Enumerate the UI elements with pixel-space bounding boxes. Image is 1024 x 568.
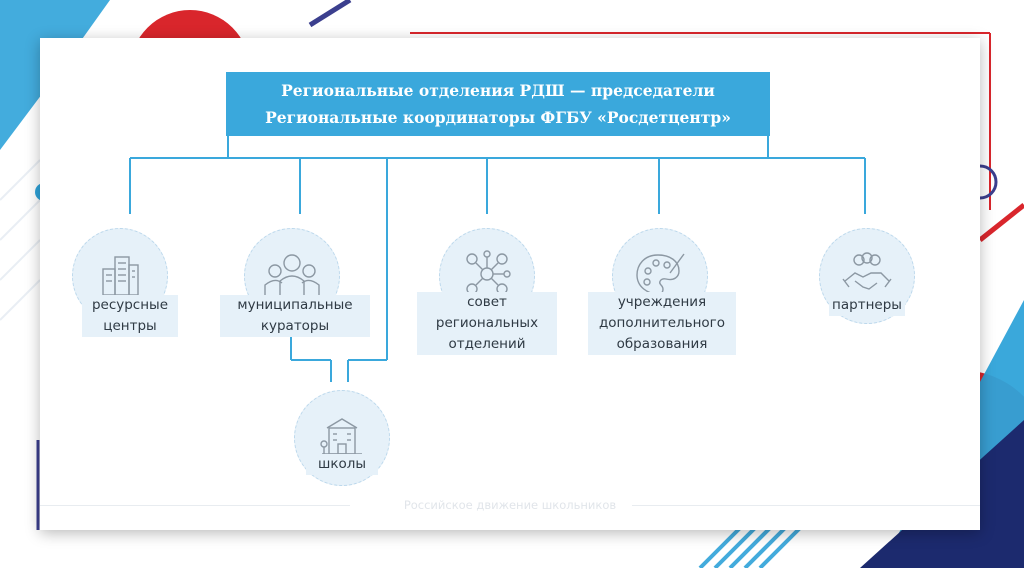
diagram-card <box>40 38 980 530</box>
partners-label: партнеры <box>829 295 905 316</box>
header-line-2: Региональные координаторы ФГБУ «Росдетцентр» <box>265 108 731 127</box>
handshake-icon <box>841 251 893 301</box>
people-group-icon <box>262 251 322 301</box>
header-line-1: Региональные отделения РДШ — председатели <box>281 81 715 100</box>
regional-council-label: совет региональных отделений <box>417 292 557 355</box>
extra-education-label: учреждения дополнительного образования <box>588 292 736 355</box>
header-box <box>226 72 770 136</box>
schools-label: школы <box>306 454 378 475</box>
footer-text: Российское движение школьников <box>403 498 617 512</box>
resource-centers-label: ресурсные центры <box>82 295 178 337</box>
municipal-curators-label: муниципальные кураторы <box>220 295 370 337</box>
buildings-icon <box>97 251 143 301</box>
